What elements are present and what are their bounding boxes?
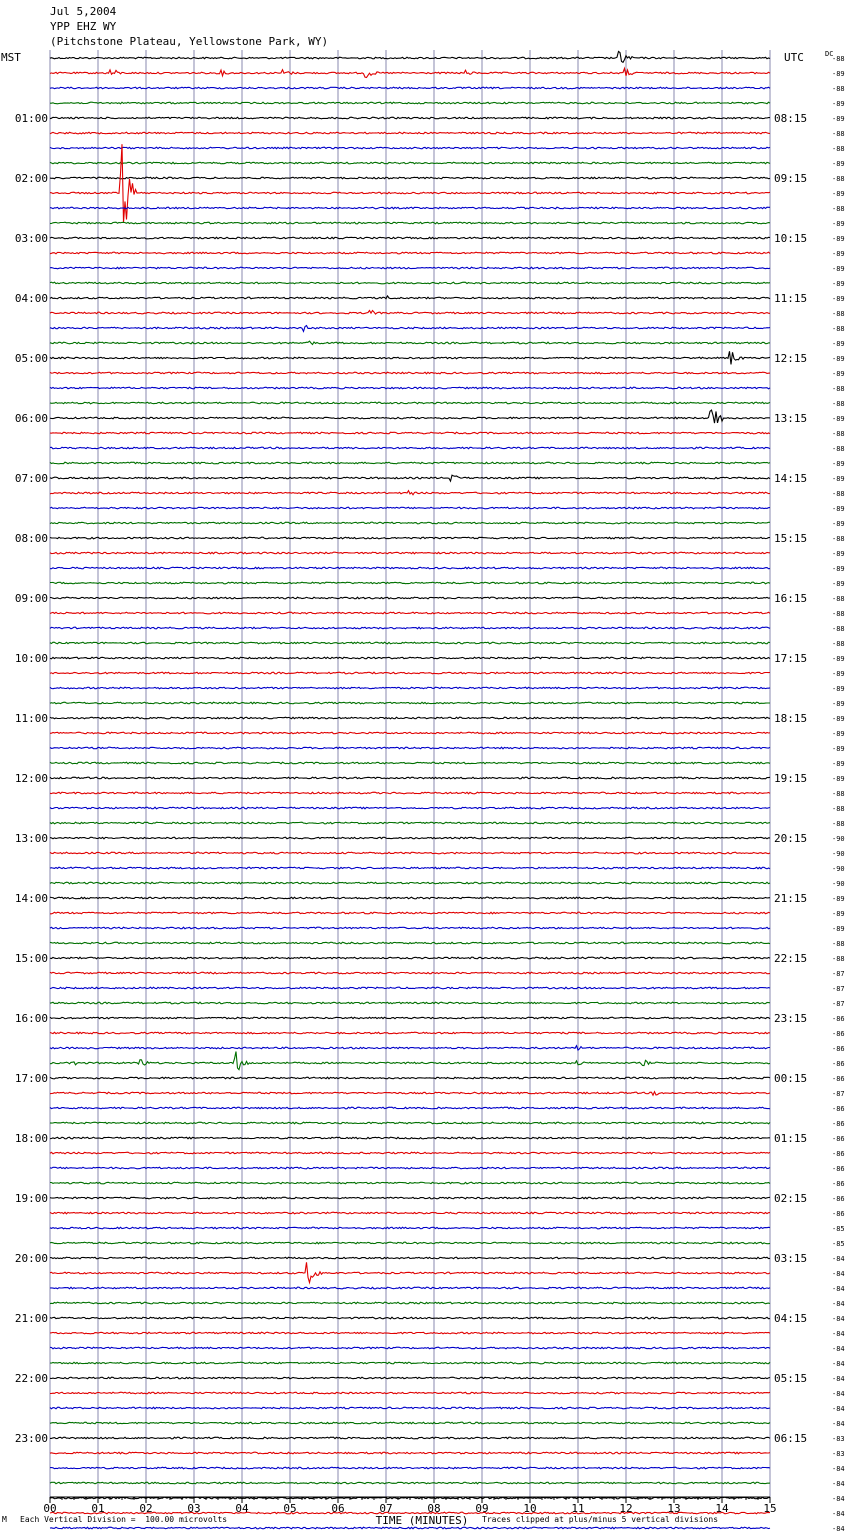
dc-offset-15: -89 — [832, 280, 845, 288]
dc-offset-14: -89 — [832, 265, 845, 273]
trace-44 — [50, 717, 770, 719]
trace-83 — [50, 1302, 770, 1304]
trace-60 — [50, 957, 770, 959]
trace-11 — [50, 222, 770, 224]
trace-20 — [50, 351, 770, 364]
x-tick-label: 11 — [571, 1502, 585, 1515]
right-time-label: 00:15 — [774, 1072, 808, 1085]
dc-offset-1: -89 — [832, 70, 845, 78]
left-time-label: 16:00 — [14, 1012, 48, 1025]
trace-10 — [50, 207, 770, 209]
trace-3 — [50, 102, 770, 104]
dc-offset-87: -84 — [832, 1360, 845, 1368]
trace-76 — [50, 1197, 770, 1199]
left-time-label: 17:00 — [14, 1072, 48, 1085]
x-tick-label: 10 — [523, 1502, 537, 1515]
dc-offset-56: -89 — [832, 895, 845, 903]
trace-48 — [50, 777, 770, 779]
x-tick-label: 13 — [667, 1502, 681, 1515]
x-tick-label: 06 — [331, 1502, 345, 1515]
dc-offset-98: -84 — [832, 1525, 845, 1533]
dc-offset-66: -86 — [832, 1045, 845, 1053]
trace-13 — [50, 252, 770, 254]
trace-14 — [50, 267, 770, 269]
trace-66 — [50, 1046, 770, 1051]
right-time-label: 06:15 — [774, 1432, 808, 1445]
dc-offset-63: -87 — [832, 1000, 845, 1008]
trace-82 — [50, 1287, 770, 1289]
dc-offset-85: -84 — [832, 1330, 845, 1338]
dc-offset-18: -88 — [832, 325, 845, 333]
trace-30 — [50, 507, 770, 509]
x-tick-label: 04 — [235, 1502, 249, 1515]
dc-offset-45: -89 — [832, 730, 845, 738]
dc-offset-59: -88 — [832, 940, 845, 948]
trace-85 — [50, 1332, 770, 1334]
trace-15 — [50, 282, 770, 284]
trace-25 — [50, 432, 770, 434]
trace-46 — [50, 747, 770, 749]
scale-note: Each Vertical Division = 100.00 microvolts — [20, 1515, 228, 1524]
trace-87 — [50, 1362, 770, 1364]
left-time-label: 18:00 — [14, 1132, 48, 1145]
dc-offset-44: -89 — [832, 715, 845, 723]
dc-offset-84: -84 — [832, 1315, 845, 1323]
trace-28 — [50, 475, 770, 481]
x-tick-label: 09 — [475, 1502, 489, 1515]
trace-54 — [50, 867, 770, 869]
right-time-label: 20:15 — [774, 832, 808, 845]
trace-49 — [50, 792, 770, 794]
dc-offset-92: -83 — [832, 1435, 845, 1443]
trace-35 — [50, 582, 770, 584]
trace-57 — [50, 912, 770, 914]
trace-93 — [50, 1452, 770, 1454]
dc-offset-94: -84 — [832, 1465, 845, 1473]
left-time-label: 08:00 — [14, 532, 48, 545]
dc-offset-48: -89 — [832, 775, 845, 783]
trace-31 — [50, 522, 770, 524]
trace-19 — [50, 341, 770, 344]
trace-7 — [50, 162, 770, 164]
trace-16 — [50, 296, 770, 299]
trace-18 — [50, 326, 770, 332]
trace-9 — [50, 144, 770, 222]
trace-59 — [50, 942, 770, 944]
dc-offset-19: -89 — [832, 340, 845, 348]
trace-40 — [50, 657, 770, 659]
trace-1 — [50, 68, 770, 77]
dc-offset-73: -86 — [832, 1150, 845, 1158]
dc-offset-65: -86 — [832, 1030, 845, 1038]
dc-offset-60: -88 — [832, 955, 845, 963]
x-tick-label: 12 — [619, 1502, 633, 1515]
trace-8 — [50, 177, 770, 179]
dc-offset-4: -89 — [832, 115, 845, 123]
dc-offset-40: -89 — [832, 655, 845, 663]
left-time-label: 04:00 — [14, 292, 48, 305]
left-time-label: 10:00 — [14, 652, 48, 665]
dc-offset-30: -89 — [832, 505, 845, 513]
trace-43 — [50, 702, 770, 704]
trace-36 — [50, 597, 770, 599]
trace-2 — [50, 87, 770, 89]
trace-6 — [50, 147, 770, 149]
trace-42 — [50, 687, 770, 689]
trace-34 — [50, 567, 770, 569]
trace-39 — [50, 642, 770, 644]
trace-68 — [50, 1077, 770, 1079]
dc-offset-9: -89 — [832, 190, 845, 198]
left-time-label: 07:00 — [14, 472, 48, 485]
dc-offset-53: -90 — [832, 850, 845, 858]
right-time-label: 08:15 — [774, 112, 808, 125]
x-tick-label: 01 — [91, 1502, 105, 1515]
trace-32 — [50, 537, 770, 539]
trace-0 — [50, 51, 770, 62]
trace-45 — [50, 732, 770, 734]
right-time-label: 22:15 — [774, 952, 808, 965]
dc-offset-75: -86 — [832, 1180, 845, 1188]
dc-offset-78: -85 — [832, 1225, 845, 1233]
right-time-label: 23:15 — [774, 1012, 808, 1025]
dc-offset-6: -88 — [832, 145, 845, 153]
trace-92 — [50, 1437, 770, 1439]
left-time-label: 11:00 — [14, 712, 48, 725]
x-tick-label: 14 — [715, 1502, 729, 1515]
trace-90 — [50, 1407, 770, 1409]
dc-offset-21: -89 — [832, 370, 845, 378]
trace-86 — [50, 1347, 770, 1349]
trace-84 — [50, 1317, 770, 1319]
dc-offset-37: -88 — [832, 610, 845, 618]
left-time-label: 15:00 — [14, 952, 48, 965]
dc-offset-47: -89 — [832, 760, 845, 768]
left-time-label: 01:00 — [14, 112, 48, 125]
trace-72 — [50, 1137, 770, 1139]
dc-offset-61: -87 — [832, 970, 845, 978]
dc-offset-71: -86 — [832, 1120, 845, 1128]
dc-offset-41: -89 — [832, 670, 845, 678]
trace-65 — [50, 1032, 770, 1034]
dc-offset-79: -85 — [832, 1240, 845, 1248]
dc-offset-52: -90 — [832, 835, 845, 843]
trace-5 — [50, 132, 770, 134]
dc-offset-89: -84 — [832, 1390, 845, 1398]
right-time-label: 13:15 — [774, 412, 808, 425]
trace-55 — [50, 882, 770, 884]
trace-58 — [50, 927, 770, 929]
dc-offset-7: -89 — [832, 160, 845, 168]
station-code: YPP EHZ WY — [50, 20, 117, 33]
dc-offset-68: -86 — [832, 1075, 845, 1083]
corner-mark: M — [2, 1515, 7, 1524]
dc-offset-23: -88 — [832, 400, 845, 408]
trace-79 — [50, 1242, 770, 1244]
dc-offset-38: -88 — [832, 625, 845, 633]
right-time-label: 17:15 — [774, 652, 808, 665]
dc-offset-20: -89 — [832, 355, 845, 363]
dc-offset-86: -84 — [832, 1345, 845, 1353]
right-time-label: 09:15 — [774, 172, 808, 185]
trace-94 — [50, 1467, 770, 1469]
dc-offset-69: -87 — [832, 1090, 845, 1098]
trace-47 — [50, 762, 770, 764]
trace-75 — [50, 1182, 770, 1184]
dc-offset-97: -84 — [832, 1510, 845, 1518]
left-time-label: 22:00 — [14, 1372, 48, 1385]
dc-offset-95: -84 — [832, 1480, 845, 1488]
left-time-label: 14:00 — [14, 892, 48, 905]
time-labels — [15, 55, 845, 1534]
dc-offset-67: -86 — [832, 1060, 845, 1068]
right-time-label: 03:15 — [774, 1252, 808, 1265]
trace-89 — [50, 1392, 770, 1394]
dc-offset-76: -86 — [832, 1195, 845, 1203]
x-tick-label: 00 — [43, 1502, 57, 1515]
dc-offset-72: -86 — [832, 1135, 845, 1143]
dc-offset-80: -84 — [832, 1255, 845, 1263]
dc-offset-2: -88 — [832, 85, 845, 93]
dc-offset-62: -87 — [832, 985, 845, 993]
right-time-label: 04:15 — [774, 1312, 808, 1325]
dc-offset-93: -83 — [832, 1450, 845, 1458]
dc-offset-34: -89 — [832, 565, 845, 573]
dc-offset-8: -88 — [832, 175, 845, 183]
right-time-label: 18:15 — [774, 712, 808, 725]
dc-offset-13: -89 — [832, 250, 845, 258]
seismic-traces — [50, 51, 770, 1534]
dc-offset-88: -84 — [832, 1375, 845, 1383]
trace-62 — [50, 987, 770, 989]
trace-70 — [50, 1107, 770, 1109]
left-time-label: 12:00 — [14, 772, 48, 785]
trace-41 — [50, 672, 770, 674]
trace-88 — [50, 1377, 770, 1379]
dc-offset-57: -89 — [832, 910, 845, 918]
dc-label: DC — [825, 50, 834, 58]
trace-53 — [50, 852, 770, 854]
left-time-label: 05:00 — [14, 352, 48, 365]
dc-offset-17: -88 — [832, 310, 845, 318]
trace-81 — [50, 1262, 770, 1282]
trace-91 — [50, 1422, 770, 1424]
trace-74 — [50, 1167, 770, 1169]
trace-29 — [50, 491, 770, 495]
left-time-label: 09:00 — [14, 592, 48, 605]
dc-offset-16: -89 — [832, 295, 845, 303]
dc-offset-96: -84 — [832, 1495, 845, 1503]
trace-22 — [50, 387, 770, 389]
trace-21 — [50, 372, 770, 374]
trace-77 — [50, 1212, 770, 1214]
dc-offset-51: -88 — [832, 820, 845, 828]
left-time-label: 23:00 — [14, 1432, 48, 1445]
dc-offset-5: -88 — [832, 130, 845, 138]
trace-98 — [50, 1527, 770, 1529]
dc-offset-42: -89 — [832, 685, 845, 693]
left-time-label: 13:00 — [14, 832, 48, 845]
dc-offset-58: -89 — [832, 925, 845, 933]
left-time-label: 20:00 — [14, 1252, 48, 1265]
trace-51 — [50, 822, 770, 824]
trace-67 — [50, 1052, 770, 1070]
trace-37 — [50, 612, 770, 614]
dc-offset-36: -88 — [832, 595, 845, 603]
trace-4 — [50, 117, 770, 119]
dc-offset-12: -89 — [832, 235, 845, 243]
right-time-label: 19:15 — [774, 772, 808, 785]
trace-61 — [50, 972, 770, 974]
right-time-label: 21:15 — [774, 892, 808, 905]
dc-offset-49: -88 — [832, 790, 845, 798]
left-time-label: 03:00 — [14, 232, 48, 245]
dc-offset-77: -86 — [832, 1210, 845, 1218]
left-time-label: 19:00 — [14, 1192, 48, 1205]
dc-offset-3: -89 — [832, 100, 845, 108]
right-time-label: 05:15 — [774, 1372, 808, 1385]
dc-offset-0: -88 — [832, 55, 845, 63]
left-zone-label: MST — [1, 51, 21, 64]
dc-offset-64: -86 — [832, 1015, 845, 1023]
dc-offset-70: -86 — [832, 1105, 845, 1113]
dc-offset-10: -88 — [832, 205, 845, 213]
left-time-label: 06:00 — [14, 412, 48, 425]
right-time-label: 16:15 — [774, 592, 808, 605]
dc-offset-54: -90 — [832, 865, 845, 873]
dc-offset-55: -90 — [832, 880, 845, 888]
dc-offset-83: -84 — [832, 1300, 845, 1308]
dc-offset-31: -89 — [832, 520, 845, 528]
dc-offset-35: -89 — [832, 580, 845, 588]
trace-80 — [50, 1257, 770, 1259]
dc-offset-39: -88 — [832, 640, 845, 648]
dc-offset-29: -88 — [832, 490, 845, 498]
x-tick-label: 08 — [427, 1502, 441, 1515]
right-time-label: 15:15 — [774, 532, 808, 545]
trace-73 — [50, 1152, 770, 1154]
dc-offset-26: -88 — [832, 445, 845, 453]
left-time-label: 02:00 — [14, 172, 48, 185]
trace-33 — [50, 552, 770, 554]
dc-offset-32: -88 — [832, 535, 845, 543]
dc-offset-46: -89 — [832, 745, 845, 753]
left-time-label: 21:00 — [14, 1312, 48, 1325]
dc-offset-27: -89 — [832, 460, 845, 468]
dc-offset-81: -84 — [832, 1270, 845, 1278]
trace-52 — [50, 837, 770, 839]
x-axis-title: TIME (MINUTES) — [375, 1514, 469, 1527]
record-date: Jul 5,2004 — [50, 5, 117, 18]
trace-50 — [50, 807, 770, 809]
x-tick-label: 03 — [187, 1502, 201, 1515]
dc-offset-91: -84 — [832, 1420, 845, 1428]
trace-78 — [50, 1227, 770, 1229]
right-time-label: 02:15 — [774, 1192, 808, 1205]
trace-63 — [50, 1002, 770, 1004]
trace-64 — [50, 1017, 770, 1019]
right-zone-label: UTC — [784, 51, 804, 64]
trace-17 — [50, 311, 770, 315]
trace-24 — [50, 410, 770, 423]
dc-offset-28: -89 — [832, 475, 845, 483]
dc-offset-50: -88 — [832, 805, 845, 813]
right-time-label: 11:15 — [774, 292, 808, 305]
trace-26 — [50, 447, 770, 449]
dc-offset-33: -89 — [832, 550, 845, 558]
trace-56 — [50, 897, 770, 899]
right-time-label: 01:15 — [774, 1132, 808, 1145]
x-tick-label: 07 — [379, 1502, 393, 1515]
trace-69 — [50, 1092, 770, 1096]
dc-offset-24: -89 — [832, 415, 845, 423]
trace-27 — [50, 462, 770, 464]
station-location: (Pitchstone Plateau, Yellowstone Park, WY) — [50, 35, 329, 48]
x-tick-label: 15 — [763, 1502, 777, 1515]
dc-offset-11: -89 — [832, 220, 845, 228]
x-tick-label: 05 — [283, 1502, 297, 1515]
x-tick-label: 02 — [139, 1502, 153, 1515]
dc-offset-82: -84 — [832, 1285, 845, 1293]
right-time-label: 14:15 — [774, 472, 808, 485]
right-time-label: 12:15 — [774, 352, 808, 365]
trace-38 — [50, 627, 770, 629]
dc-offset-43: -89 — [832, 700, 845, 708]
trace-71 — [50, 1122, 770, 1124]
right-time-label: 10:15 — [774, 232, 808, 245]
dc-offset-22: -88 — [832, 385, 845, 393]
dc-offset-90: -84 — [832, 1405, 845, 1413]
trace-95 — [50, 1482, 770, 1484]
dc-offset-25: -88 — [832, 430, 845, 438]
dc-offset-74: -86 — [832, 1165, 845, 1173]
trace-12 — [50, 237, 770, 239]
clip-note: Traces clipped at plus/minus 5 vertical divisions — [482, 1515, 719, 1524]
trace-23 — [50, 402, 770, 404]
